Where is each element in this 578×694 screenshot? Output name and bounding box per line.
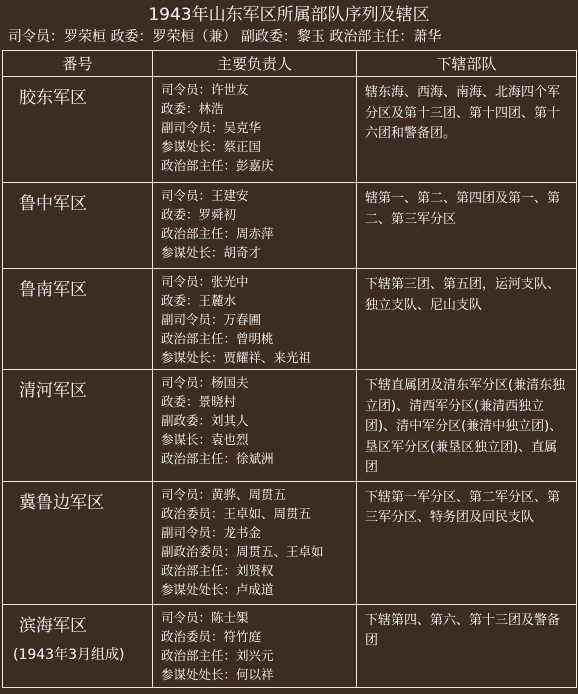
leaders-cell [153,77,357,183]
table-header-row [3,51,577,77]
header-designation: 番号 [3,51,153,77]
table-row [3,183,577,269]
leaders-cell [153,481,357,604]
subordinate-units-cell: 下辖直属团及清东军分区(兼清东独立团)、清西军分区(兼清西独立团)、清中军分区(兼清中独立团)、垦区军分区(兼垦区独立团)、直属团 [357,370,577,482]
leader-entry: 政治部主任：徐斌洲 [161,451,274,466]
region-note: (1943年3月组成) [13,646,125,663]
region-cell [3,269,153,370]
region-cell [3,481,153,604]
leader-entry: 政治部主任：彭嘉庆 [161,158,274,173]
leader-entry: 副司令员：龙书金 [161,524,262,540]
leaders-cell [153,269,357,370]
table-row [3,370,577,482]
subordinate-units-cell: 辖东海、西海、南海、北海四个军分区及第十三团、第十四团、第十六团和警备团。 [357,77,577,183]
leader-entry: 政治委员：王卓如、周贯五 [161,505,312,521]
leader-entry: 司令员：陈士榘 [161,609,249,625]
leaders-cell [153,604,357,687]
table-row [3,604,577,687]
leaders-cell [153,183,357,269]
leader-entry: 参谋处处长：何以祥 [161,666,274,682]
region-name: 清河军区 [19,381,87,401]
leader-entry: 政治部主任：曾明桃 [161,331,274,346]
header-subordinate-units: 下辖部队 [357,51,577,77]
region-cell [3,604,153,687]
table-row [3,77,577,183]
leader-entry: 参谋处长：蔡正国 [161,139,262,154]
table-body [3,77,577,688]
region-name: 冀鲁边军区 [19,492,104,513]
subordinate-units-cell: 下辖第三团、第五团，运河支队、独立支队、尼山支队 [357,269,577,370]
document-title: 1943年山东军区所属部队序列及辖区 [148,5,430,25]
leader-entry: 司令员：王建安 [161,188,249,203]
leader-entry: 政委：林浩 [161,101,224,116]
leader-entry: 司令员：杨国夫 [161,375,249,390]
leader-entry: 参谋处处长：卢成道 [161,581,274,597]
table-row [3,481,577,604]
leader-entry: 政委：景晓村 [161,394,237,409]
leader-entry: 政委：罗舜初 [161,207,237,222]
leader-entry: 政治部主任：刘兴元 [161,647,274,663]
subordinate-units-cell: 下辖第四、第六、第十三团及警备团 [357,604,577,687]
leader-entry: 司令员：许世友 [161,82,249,97]
leaders-cell [153,370,357,482]
leader-entry: 参谋长：袁也烈 [161,432,249,447]
command-summary: 司令员：罗荣桓 政委：罗荣桓（兼） 副政委：黎玉 政治部主任：萧华 [8,29,442,45]
region-name: 滨海军区 [19,615,87,636]
leader-entry: 司令员：张光中 [161,274,249,289]
leader-entry: 参谋处长：胡奇才 [161,245,262,260]
leader-entry: 副司令员：吴克华 [161,120,262,135]
region-name: 胶东军区 [19,88,87,108]
subordinate-units-cell: 下辖第一军分区、第二军分区、第三军分区、特务团及回民支队 [357,481,577,604]
leader-entry: 副司令员：万春圃 [161,312,262,327]
region-cell [3,77,153,183]
leader-entry: 副政治委员：周贯五、王卓如 [161,543,324,559]
region-name: 鲁中军区 [19,194,87,214]
leader-entry: 政治委员：符竹庭 [161,628,262,644]
leader-entry: 政治部主任：刘贤权 [161,562,274,578]
region-name: 鲁南军区 [19,280,87,300]
table-row [3,269,577,370]
region-cell [3,183,153,269]
header-leaders: 主要负责人 [153,51,357,77]
region-cell [3,370,153,482]
leader-entry: 副政委：刘其人 [161,413,249,428]
leader-entry: 参谋处长：贾耀祥、来光祖 [161,350,312,365]
leader-entry: 政委：王麓水 [161,293,237,308]
leader-entry: 司令员：黄骅、周贯五 [161,486,287,502]
leader-entry: 政治部主任：周赤萍 [161,226,274,241]
subordinate-units-cell: 辖第一、第二、第四团及第一、第二、第三军分区 [357,183,577,269]
military-region-table [2,50,577,688]
